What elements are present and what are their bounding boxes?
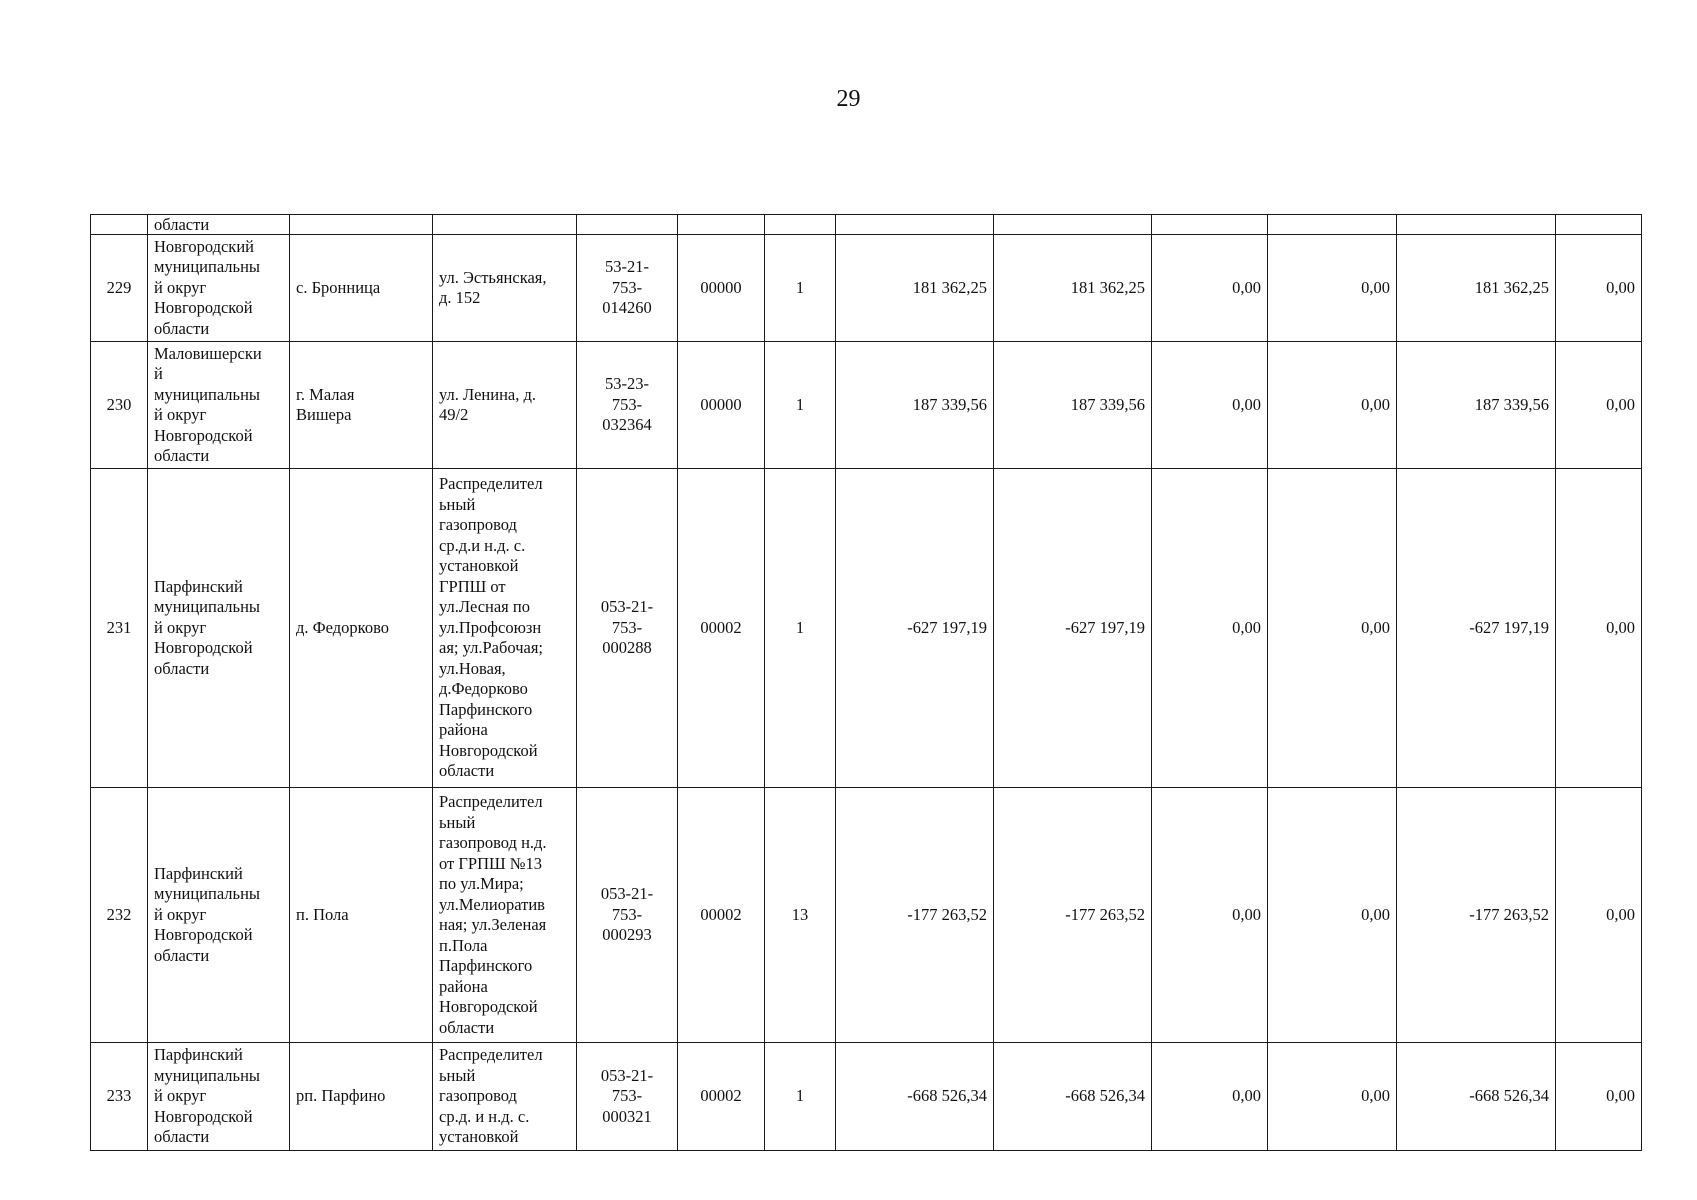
amount-cell: 0,00 bbox=[1152, 469, 1268, 788]
amount-cell: 0,00 bbox=[1268, 235, 1397, 342]
quantity-cell: 1 bbox=[765, 1043, 836, 1151]
code-cell: 053-21- 753- 000288 bbox=[577, 469, 678, 788]
data-table bbox=[90, 214, 1642, 1151]
code-cell: 053-21- 753- 000321 bbox=[577, 1043, 678, 1151]
amount-cell: -177 263,52 bbox=[1397, 788, 1556, 1043]
district-cell: Парфинский муниципальны й округ Новгородской области bbox=[148, 1043, 290, 1151]
address-cell: Распределител ьный газопровод н.д. от ГРПШ №13 по ул.Мира; ул.Мелиоратив ная; ул.Зеленая п.Пола Парфинского района Новгородской области bbox=[433, 788, 577, 1043]
quantity-cell: 1 bbox=[765, 342, 836, 469]
amount-cell: 0,00 bbox=[1152, 1043, 1268, 1151]
amount-cell: 0,00 bbox=[1556, 788, 1642, 1043]
amount-cell: 0,00 bbox=[1268, 1043, 1397, 1151]
table-row bbox=[91, 342, 1642, 469]
amount-cell: 0,00 bbox=[1556, 235, 1642, 342]
amount-cell: 0,00 bbox=[1152, 788, 1268, 1043]
page-number: 29 bbox=[836, 86, 861, 112]
district-cell: Парфинский муниципальны й округ Новгородской области bbox=[148, 788, 290, 1043]
amount-cell: 0,00 bbox=[1268, 469, 1397, 788]
settlement-cell: рп. Парфино bbox=[290, 1043, 433, 1151]
row-number: 231 bbox=[91, 469, 148, 788]
amount-cell: 187 339,56 bbox=[994, 342, 1152, 469]
settlement-cell: п. Пола bbox=[290, 788, 433, 1043]
district-cell: области bbox=[148, 215, 290, 235]
kind-cell: 00002 bbox=[678, 469, 765, 788]
settlement-cell: д. Федорково bbox=[290, 469, 433, 788]
table-row bbox=[91, 788, 1642, 1043]
code-cell: 053-21- 753- 000293 bbox=[577, 788, 678, 1043]
amount-cell: 181 362,25 bbox=[1397, 235, 1556, 342]
settlement-cell: с. Бронница bbox=[290, 235, 433, 342]
amount-cell: 187 339,56 bbox=[1397, 342, 1556, 469]
kind-cell: 00002 bbox=[678, 788, 765, 1043]
code-cell: 53-23- 753- 032364 bbox=[577, 342, 678, 469]
row-number: 230 bbox=[91, 342, 148, 469]
row-number: 229 bbox=[91, 235, 148, 342]
amount-cell: -627 197,19 bbox=[1397, 469, 1556, 788]
amount-cell: -627 197,19 bbox=[836, 469, 994, 788]
table-row bbox=[91, 469, 1642, 788]
amount-cell: -177 263,52 bbox=[836, 788, 994, 1043]
address-cell: Распределител ьный газопровод ср.д.и н.д. с. установкой ГРПШ от ул.Лесная по ул.Профсоюзн ая; ул.Рабочая; ул.Новая, д.Федорково Парфинского района Новгородской области bbox=[433, 469, 577, 788]
kind-cell: 00000 bbox=[678, 235, 765, 342]
kind-cell: 00000 bbox=[678, 342, 765, 469]
code-cell: 53-21- 753- 014260 bbox=[577, 235, 678, 342]
amount-cell: -668 526,34 bbox=[994, 1043, 1152, 1151]
quantity-cell: 13 bbox=[765, 788, 836, 1043]
amount-cell: 0,00 bbox=[1556, 469, 1642, 788]
table-row bbox=[91, 1043, 1642, 1151]
amount-cell: -627 197,19 bbox=[994, 469, 1152, 788]
amount-cell: -668 526,34 bbox=[1397, 1043, 1556, 1151]
quantity-cell: 1 bbox=[765, 469, 836, 788]
district-cell: Новгородский муниципальны й округ Новгородской области bbox=[148, 235, 290, 342]
amount-cell: -177 263,52 bbox=[994, 788, 1152, 1043]
amount-cell: 0,00 bbox=[1152, 342, 1268, 469]
kind-cell: 00002 bbox=[678, 1043, 765, 1151]
address-cell: ул. Ленина, д. 49/2 bbox=[433, 342, 577, 469]
amount-cell: 0,00 bbox=[1268, 342, 1397, 469]
district-cell: Маловишерски й муниципальны й округ Новгородской области bbox=[148, 342, 290, 469]
settlement-cell: г. Малая Вишера bbox=[290, 342, 433, 469]
amount-cell: 187 339,56 bbox=[836, 342, 994, 469]
amount-cell: 181 362,25 bbox=[836, 235, 994, 342]
district-cell: Парфинский муниципальны й округ Новгородской области bbox=[148, 469, 290, 788]
continuation-row bbox=[91, 215, 1642, 235]
quantity-cell: 1 bbox=[765, 235, 836, 342]
address-cell: ул. Эстьянская, д. 152 bbox=[433, 235, 577, 342]
amount-cell: 0,00 bbox=[1152, 235, 1268, 342]
amount-cell: 0,00 bbox=[1556, 342, 1642, 469]
table-row bbox=[91, 235, 1642, 342]
amount-cell: 0,00 bbox=[1268, 788, 1397, 1043]
address-cell: Распределител ьный газопровод ср.д. и н.д. с. установкой bbox=[433, 1043, 577, 1151]
amount-cell: 181 362,25 bbox=[994, 235, 1152, 342]
row-number: 233 bbox=[91, 1043, 148, 1151]
amount-cell: 0,00 bbox=[1556, 1043, 1642, 1151]
amount-cell: -668 526,34 bbox=[836, 1043, 994, 1151]
row-number: 232 bbox=[91, 788, 148, 1043]
